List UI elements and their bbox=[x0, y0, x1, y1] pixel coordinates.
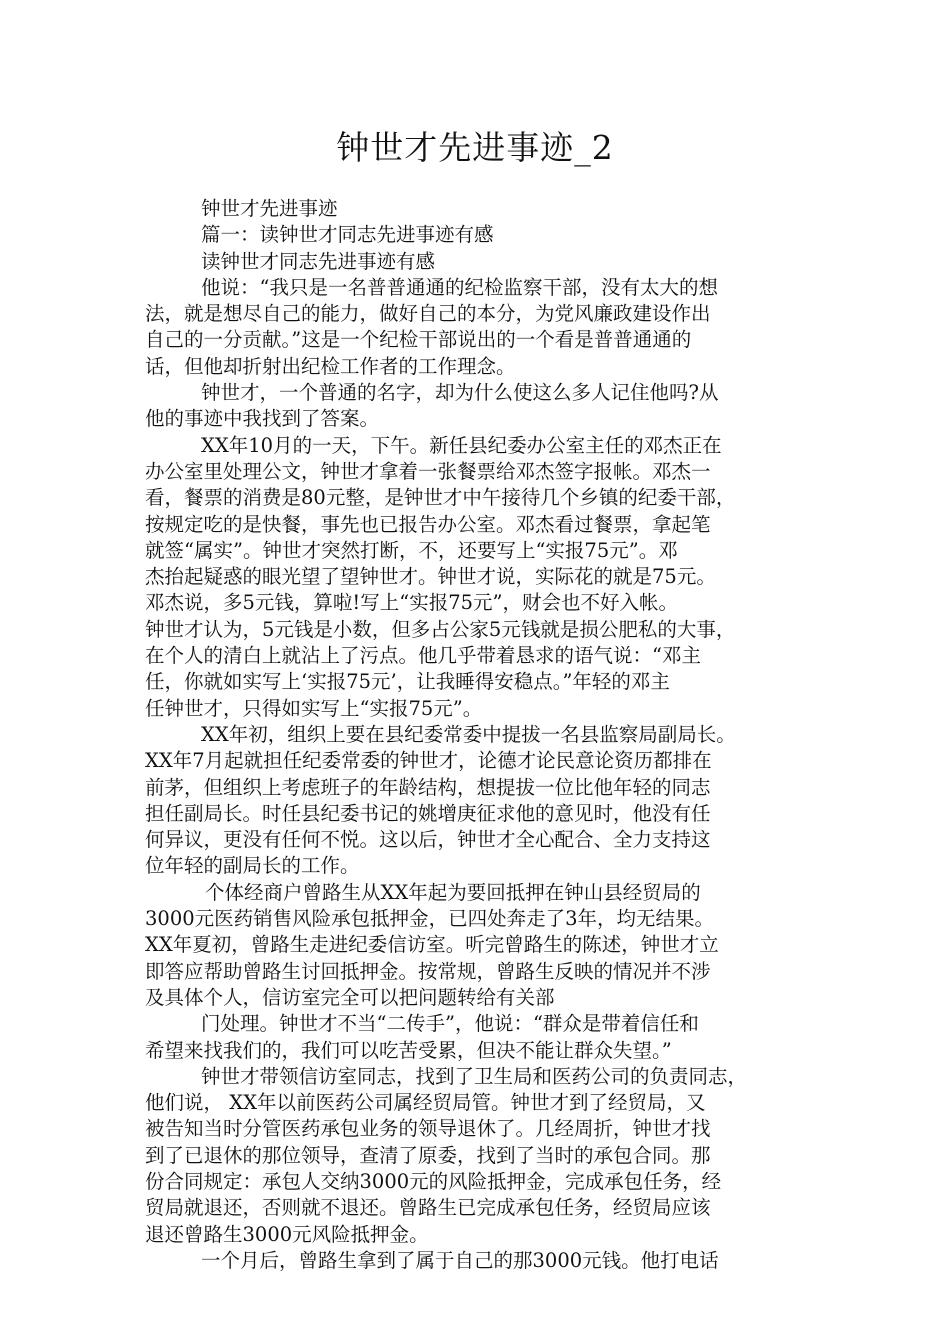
text-line: 按规定吃的是快餐，事先也已报告办公室。邓杰看过餐票，拿起笔 bbox=[145, 512, 711, 536]
text-line: 贸局就退还，否则就不退还。曾路生已完成承包任务，经贸局应该 bbox=[145, 1196, 711, 1220]
text-line: 邓杰说，多5元钱，算啦!写上“实报75元”，财会也不好入帐。 bbox=[145, 591, 678, 615]
text-line: 钟世才，一个普通的名字，却为什么使这么多人记住他吗?从 bbox=[201, 381, 719, 405]
text-line: 钟世才带领信访室同志，找到了卫生局和医药公司的负责同志， bbox=[201, 1064, 748, 1088]
text-line: 自己的一分贡献。”这是一个纪检干部说出的一个看是普普通通的 bbox=[145, 328, 692, 352]
text-line: 一个月后，曾路生拿到了属于自己的那3000元钱。他打电话 bbox=[201, 1248, 719, 1272]
text-line: 被告知当时分管医药承包业务的领导退休了。几经周折，钟世才找 bbox=[145, 1117, 711, 1141]
text-line: 退还曾路生3000元风险抵押金。 bbox=[145, 1222, 429, 1246]
text-line: 篇一：读钟世才同志先进事迹有感 bbox=[201, 223, 494, 247]
text-line: 话，但他却折射出纪检工作者的工作理念。 bbox=[145, 354, 516, 378]
text-line: 他们说， XX年以前医药公司属经贸局管。钟世才到了经贸局，又 bbox=[145, 1091, 706, 1115]
text-line: 钟世才先进事迹 bbox=[201, 197, 338, 220]
text-line: 法，就是想尽自己的能力，做好自己的本分，为党风廉政建设作出 bbox=[145, 302, 711, 326]
text-line: 个体经商户曾路生从XX年起为要回抵押在钟山县经贸局的 bbox=[205, 880, 701, 904]
text-line: 即答应帮助曾路生讨回抵押金。按常规，曾路生反映的情况并不涉 bbox=[145, 959, 711, 983]
text-line: 读钟世才同志先进事迹有感 bbox=[201, 249, 436, 273]
text-line: 他说：“我只是一名普普通通的纪检监察干部，没有太大的想 bbox=[201, 275, 718, 299]
text-line: 看，餐票的消费是80元整，是钟世才中午接待几个乡镇的纪委干部， bbox=[145, 486, 736, 510]
text-line: 任钟世才，只得如实写上“实报75元”。 bbox=[145, 696, 483, 720]
text-line: 何异议，更没有任何不悦。这以后，钟世才全心配合、全力支持这 bbox=[145, 828, 711, 852]
text-line: 钟世才认为，5元钱是小数，但多占公家5元钱就是损公肥私的大事， bbox=[145, 617, 736, 641]
text-line: 位年轻的副局长的工作。 bbox=[145, 854, 360, 878]
text-line: 及具体个人，信访室完全可以把问题转给有关部 bbox=[145, 985, 555, 1009]
text-line: 份合同规定：承包人交纳3000元的风险抵押金，完成承包任务，经 bbox=[145, 1169, 722, 1193]
text-line: XX年7月起就担任纪委常委的钟世才，论德才论民意论资历都排在 bbox=[145, 749, 712, 773]
text-line: 办公室里处理公文，钟世才拿着一张餐票给邓杰签字报帐。邓杰一 bbox=[145, 459, 711, 483]
text-line: 任，你就如实写上‘实报75元’，让我睡得安稳点。”年轻的邓主 bbox=[145, 670, 670, 694]
text-line: 门处理。钟世才不当“二传手”，他说：“群众是带着信任和 bbox=[201, 1012, 699, 1036]
text-line: 就签“属实”。钟世才突然打断，不，还要写上“实报75元”。邓 bbox=[145, 538, 678, 562]
text-line: XX年10月的一天，下午。新任县纪委办公室主任的邓杰正在 bbox=[201, 433, 722, 457]
document-title: 钟世才先进事迹_2 bbox=[336, 128, 614, 167]
text-line: 担任副局长。时任县纪委书记的姚增庚征求他的意见时，他没有任 bbox=[145, 801, 711, 825]
document-body bbox=[145, 196, 815, 1274]
text-line: 前茅，但组织上考虑班子的年龄结构，想提拔一位比他年轻的同志 bbox=[145, 775, 711, 799]
text-line: 希望来找我们的，我们可以吃苦受累，但决不能让群众失望。” bbox=[145, 1038, 672, 1062]
text-line: 他的事迹中我找到了答案。 bbox=[145, 407, 380, 431]
text-line: XX年夏初，曾路生走进纪委信访室。听完曾路生的陈述，钟世才立 bbox=[145, 933, 719, 957]
text-line: 杰抬起疑惑的眼光望了望钟世才。钟世才说，实际花的就是75元。 bbox=[145, 565, 716, 589]
text-line: XX年初，组织上要在县纪委常委中提拔一名县监察局副局长。 bbox=[201, 722, 736, 746]
text-line: 3000元医药销售风险承包抵押金，已四处奔走了3年，均无结果。 bbox=[145, 907, 715, 931]
text-line: 到了已退休的那位领导，查清了原委，找到了当时的承包合同。那 bbox=[145, 1143, 711, 1167]
text-line: 在个人的清白上就沾上了污点。他几乎带着恳求的语气说：“邓主 bbox=[145, 644, 701, 668]
